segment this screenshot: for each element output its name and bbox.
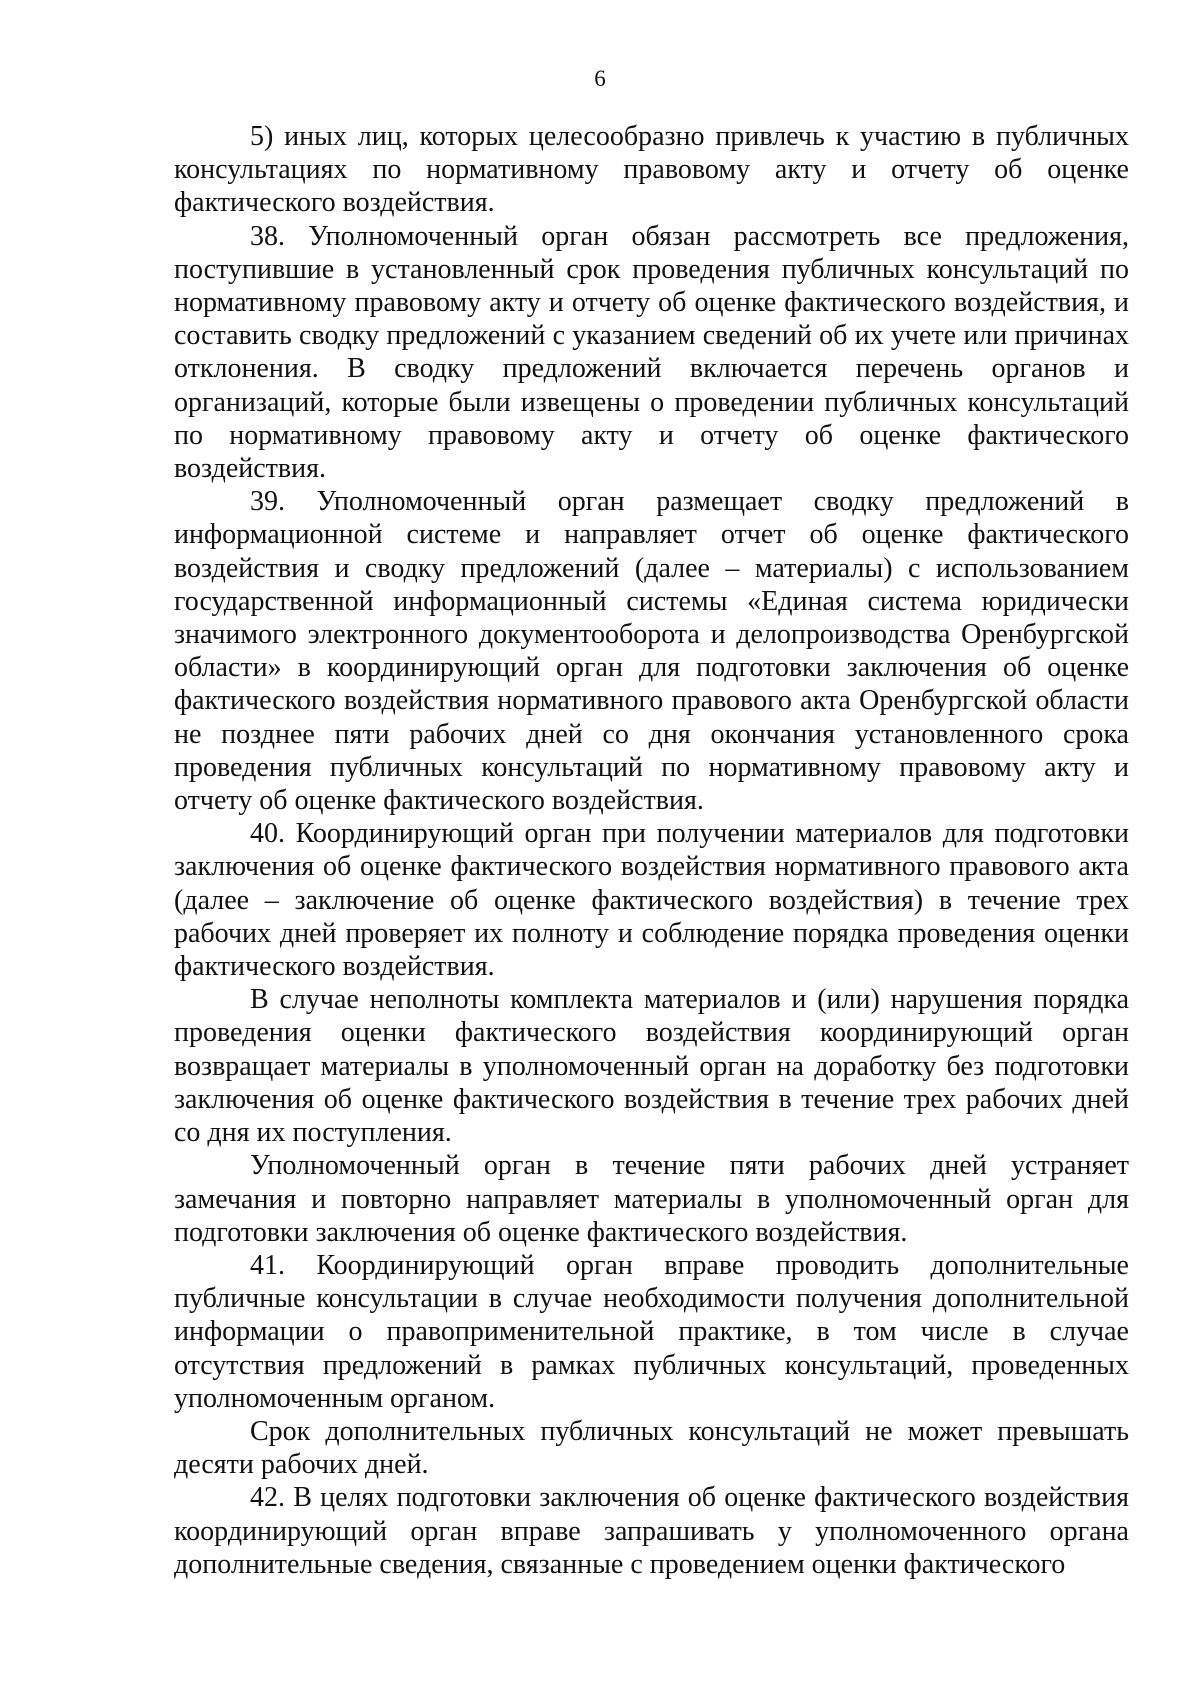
paragraph-40-incomplete-materials: В случае неполноты комплекта материалов и (или) нарушения порядка проведения оценки фактического воздействия координирующий орган возвращает материалы в уполномоченный орган на доработку без подготовки заключения об оценке фактического воздействия в течение трех рабочих дней со дня их поступления.: [174, 984, 1129, 1149]
paragraph-item-5: 5) иных лиц, которых целесообразно привлечь к участию в публичных консультациях по нормативному правовому акту и отчету об оценке фактического воздействия.: [174, 121, 1129, 219]
paragraph-38: 38. Уполномоченный орган обязан рассмотреть все предложения, поступившие в установленный срок проведения публичных консультаций по нормативному правовому акту и отчету об оценке фактического воздействия, и составить сводку предложений с указанием сведений об их учете или причинах отклонения. В сводку предложений включается перечень органов и организаций, которые были извещены о проведении публичных консультаций по нормативному правовому акту и отчету об оценке фактического воздействия.: [174, 220, 1129, 485]
page-number: 6: [594, 66, 606, 91]
paragraph-39: 39. Уполномоченный орган размещает сводку предложений в информационной системе и направляет отчет об оценке фактического воздействия и сводку предложений (далее – материалы) с использованием государственной информационный системы «Единая система юридически значимого электронного документооборота и делопроизводства Оренбургской области» в координирующий орган для подготовки заключения об оценке фактического воздействия нормативного правового акта Оренбургской области не позднее пяти рабочих дней со дня окончания установленного срока проведения публичных консультаций по нормативному правовому акту и отчету об оценке фактического воздействия.: [174, 486, 1129, 817]
paragraph-42: 42. В целях подготовки заключения об оценке фактического воздействия координирующий орган вправе запрашивать у уполномоченного органа дополнительные сведения, связанные с проведением оценки фактического: [174, 1482, 1129, 1580]
paragraph-40-corrections: Уполномоченный орган в течение пяти рабочих дней устраняет замечания и повторно направляет материалы в уполномоченный орган для подготовки заключения об оценке фактического воздействия.: [174, 1150, 1129, 1248]
paragraph-40: 40. Координирующий орган при получении материалов для подготовки заключения об оценке фактического воздействия нормативного правового акта (далее – заключение об оценке фактического воздействия) в течение трех рабочих дней проверяет их полноту и соблюдение порядка проведения оценки фактического воздействия.: [174, 818, 1129, 983]
paragraph-41-term: Срок дополнительных публичных консультаций не может превышать десяти рабочих дней.: [174, 1415, 1129, 1481]
paragraph-41: 41. Координирующий орган вправе проводить дополнительные публичные консультации в случае необходимости получения дополнительной информации о правоприменительной практике, в том числе в случае отсутствия предложений в рамках публичных консультаций, проведенных уполномоченным органом.: [174, 1249, 1129, 1414]
document-body: [174, 120, 1129, 1581]
